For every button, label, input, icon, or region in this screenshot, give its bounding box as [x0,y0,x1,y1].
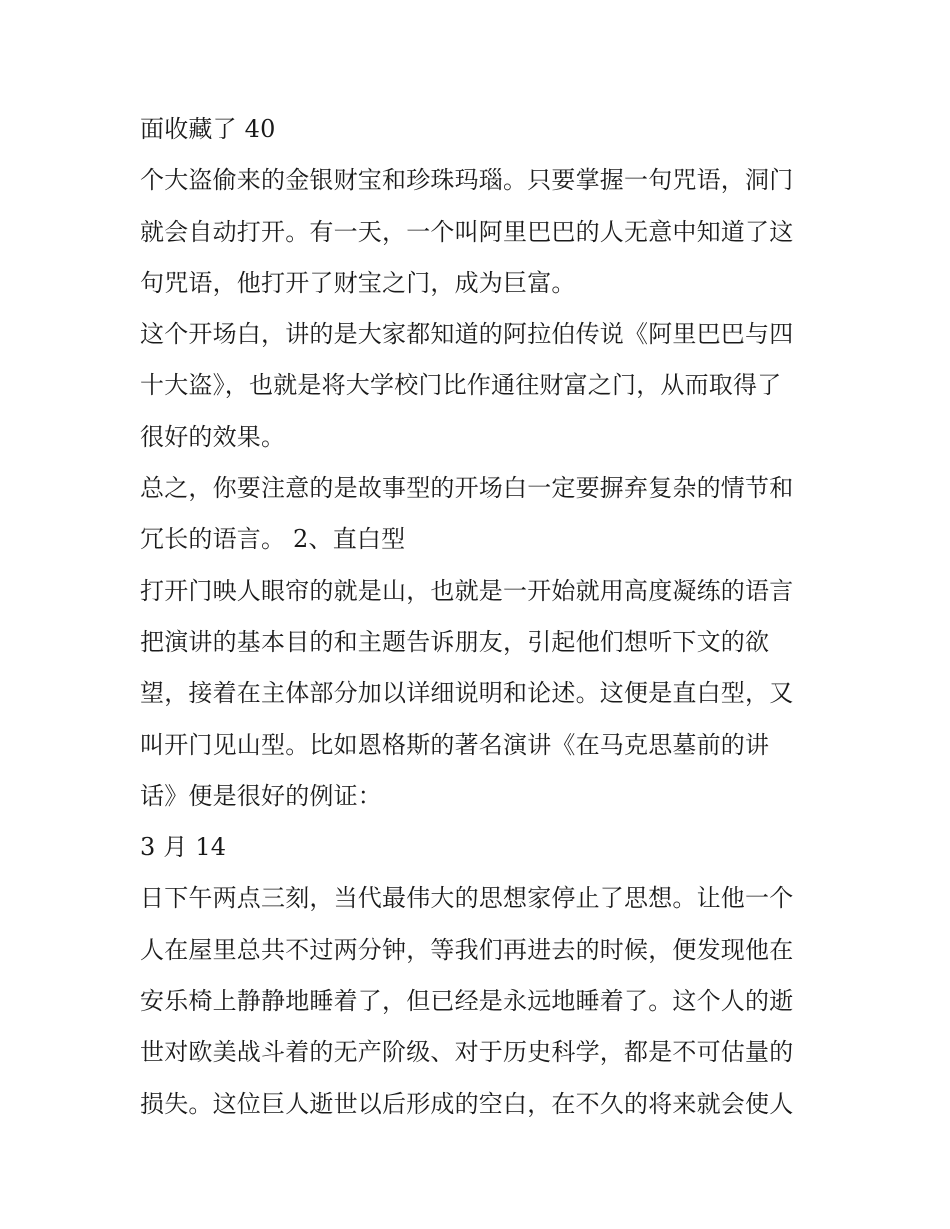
text-line: 安乐椅上静静地睡着了，但已经是永远地睡着了。这个人的逝 [140,987,794,1016]
text-line: 就会自动打开。有一天，一个叫阿里巴巴的人无意中知道了这 [140,217,794,246]
text-line: 个大盗偷来的金银财宝和珍珠玛瑙。只要掌握一句咒语，洞门 [140,166,794,195]
text-line: 这个开场白，讲的是大家都知道的阿拉伯传说《阿里巴巴与四 [140,320,794,349]
text-line: 冗长的语言。 2、直白型 [140,525,406,554]
text-line: 面收藏了 40 [140,115,276,143]
text-line: 3 月 14 [140,833,227,862]
text-line: 十大盗》，也就是将大学校门比作通往财富之门，从而取得了 [140,371,782,400]
body-text [140,104,820,1130]
text-line: 望，接着在主体部分加以详细说明和论述。这便是直白型，又 [140,679,794,708]
text-line: 世对欧美战斗着的无产阶级、对于历史科学，都是不可估量的 [140,1038,794,1067]
text-line: 话》便是很好的例证： [140,781,382,810]
text-line: 损失。这位巨人逝世以后形成的空白，在不久的将来就会使人 [140,1089,794,1118]
text-line: 叫开门见山型。比如恩格斯的著名演讲《在马克思墓前的讲 [140,730,770,759]
text-line: 很好的效果。 [140,422,286,451]
text-line: 句咒语，他打开了财宝之门，成为巨富。 [140,268,576,297]
text-line: 日下午两点三刻，当代最伟大的思想家停止了思想。让他一个 [140,884,794,913]
text-line: 打开门映人眼帘的就是山，也就是一开始就用高度凝练的语言 [140,576,794,605]
text-line: 人在屋里总共不过两分钟，等我们再进去的时候，便发现他在 [140,935,794,964]
text-line: 把演讲的基本目的和主题告诉朋友，引起他们想听下文的欲 [140,627,770,656]
text-line: 总之，你要注意的是故事型的开场白一定要摒弃复杂的情节和 [140,474,794,503]
